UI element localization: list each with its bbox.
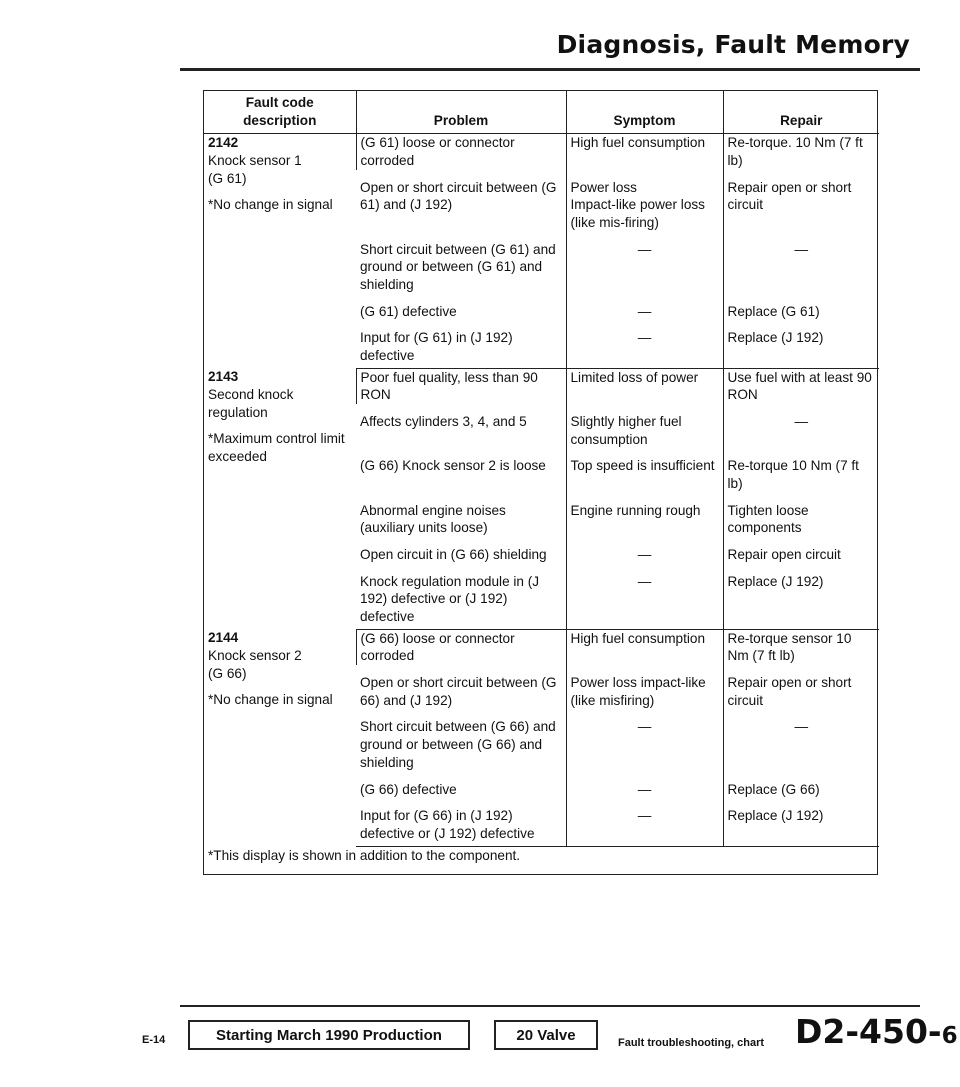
repair-cell [723,709,879,771]
repair-text: Repair open circuit [727,547,841,563]
problem-cell [356,232,566,294]
problem-cell [356,537,566,564]
symptom-cell [566,448,723,492]
column-header: Problem [356,91,566,134]
fault-description-line: regulation [208,404,268,420]
valve-label-box [494,1020,598,1050]
symptom-text: — [637,573,652,589]
symptom-cell [566,134,723,170]
repair-cell [723,564,879,630]
problem-text: (G 66) defective [360,781,457,797]
page-number [795,1012,958,1051]
repair-text: Repair open or short circuit [727,675,852,708]
problem-cell [356,665,566,709]
symptom-text: Power loss Impact-like power loss (like mis-firing) [570,179,705,231]
problem-text: Poor fuel quality, less than 90 RON [360,369,538,403]
footer-rule [180,1005,920,1007]
problem-text: (G 61) loose or connector corroded [360,135,515,169]
repair-cell [723,665,879,709]
repair-cell [723,368,879,404]
symptom-cell [566,404,723,448]
repair-cell [723,134,879,170]
fault-code-cell [204,368,356,629]
problem-cell [356,798,566,846]
page-id: E-14 [142,1034,166,1046]
symptom-text: Slightly higher fuel consumption [570,414,682,447]
repair-text: — [794,414,809,430]
problem-cell [356,629,566,665]
problem-cell [356,368,566,404]
fault-note: *No change in signal [208,692,333,708]
symptom-cell [566,493,723,537]
symptom-cell [566,564,723,630]
problem-text: (G 61) defective [360,303,457,319]
symptom-cell [566,772,723,799]
repair-cell [723,320,879,368]
fault-code: 2143 [208,369,239,385]
fault-code: 2142 [208,135,239,151]
table-row [204,368,879,404]
repair-cell [723,404,879,448]
column-header: Symptom [566,91,723,134]
problem-text: Input for (G 66) in (J 192) defective or (J 192) defective [360,808,535,841]
repair-text: Repair open or short circuit [727,179,852,213]
symptom-cell [566,232,723,294]
problem-text: (G 66) loose or connector corroded [360,630,515,664]
problem-text: (G 66) Knock sensor 2 is loose [360,458,546,474]
problem-text: Short circuit between (G 61) and ground or between (G 61) and shielding [360,241,556,293]
repair-text: — [794,719,809,735]
repair-text: Re-torque sensor 10 Nm (7 ft lb) [727,630,852,664]
symptom-cell [566,629,723,665]
symptom-text: Engine running rough [570,502,701,518]
page-number-main: D2-450- [795,1012,942,1051]
column-header: Repair [723,91,879,134]
problem-text: Short circuit between (G 66) and ground or between (G 66) and shielding [360,719,556,770]
fault-table [204,91,879,864]
table-header-row [204,91,879,134]
repair-cell [723,232,879,294]
repair-text: — [794,241,809,257]
problem-cell [356,134,566,170]
repair-text: Replace (G 66) [727,781,820,797]
problem-text: Open or short circuit between (G 61) and (J 192) [360,179,557,213]
valve-label: 20 Valve [516,1026,576,1044]
symptom-text: High fuel consumption [570,630,706,646]
repair-cell [723,772,879,799]
production-label: Starting March 1990 Production [216,1026,442,1044]
symptom-text: — [637,719,652,735]
column-header: Fault code description [204,91,356,134]
symptom-text: High fuel consumption [570,135,706,151]
repair-text: Use fuel with at least 90 RON [727,369,872,403]
symptom-cell [566,709,723,771]
symptom-text: — [637,241,652,257]
symptom-text: Limited loss of power [570,369,699,385]
production-label-box [188,1020,470,1050]
repair-text: Replace (J 192) [727,330,824,346]
problem-cell [356,170,566,232]
symptom-cell [566,665,723,709]
table-row [204,629,879,665]
fault-description-line: Knock sensor 2 [208,647,302,663]
problem-cell [356,448,566,492]
page-title: Diagnosis, Fault Memory [556,30,910,59]
repair-cell [723,448,879,492]
repair-cell [723,294,879,321]
symptom-cell [566,368,723,404]
symptom-text: Power loss impact-like (like misfiring) [570,675,706,708]
symptom-cell [566,170,723,232]
repair-cell [723,629,879,665]
table-row [204,134,879,170]
fault-note: *No change in signal [208,197,333,213]
footer-caption: Fault troubleshooting, chart [618,1037,765,1049]
problem-text: Open or short circuit between (G 66) and (J 192) [360,675,557,708]
fault-description-line: Knock sensor 1 [208,153,302,169]
table-body [204,134,879,846]
symptom-cell [566,798,723,846]
table-footnote: *This display is shown in addition to the component. [208,847,521,863]
repair-cell [723,537,879,564]
fault-note: *Maximum control limit exceeded [208,431,345,464]
fault-description-line: (G 66) [208,665,247,681]
footnote-row [204,846,879,864]
repair-text: Re-torque 10 Nm (7 ft lb) [727,458,859,492]
problem-cell [356,404,566,448]
fault-description-line: (G 61) [208,170,247,186]
repair-text: Replace (J 192) [727,573,824,589]
problem-cell [356,772,566,799]
symptom-text: — [637,547,652,563]
symptom-cell [566,537,723,564]
symptom-text: — [637,808,652,824]
repair-cell [723,170,879,232]
repair-text: Tighten loose components [727,502,809,536]
repair-cell [723,798,879,846]
fault-description-line: Second knock [208,386,294,402]
problem-cell [356,709,566,771]
problem-cell [356,564,566,630]
fault-code-cell [204,134,356,368]
problem-cell [356,320,566,368]
symptom-text: — [637,781,652,797]
problem-text: Open circuit in (G 66) shielding [360,547,547,563]
problem-cell [356,294,566,321]
fault-code-cell [204,629,356,846]
problem-text: Input for (G 61) in (J 192) defective [360,330,513,364]
symptom-cell [566,294,723,321]
symptom-text: — [637,330,652,346]
repair-text: Re-torque. 10 Nm (7 ft lb) [727,135,863,169]
symptom-cell [566,320,723,368]
problem-text: Abnormal engine noises (auxiliary units loose) [360,502,506,536]
page-number-suffix: 6 [941,1023,958,1049]
repair-text: Replace (G 61) [727,303,820,319]
symptom-text: — [637,303,652,319]
problem-text: Knock regulation module in (J 192) defective or (J 192) defective [360,573,540,625]
fault-table-frame [203,90,878,875]
header-rule [180,68,920,71]
problem-cell [356,493,566,537]
problem-text: Affects cylinders 3, 4, and 5 [360,414,527,430]
fault-code: 2144 [208,630,239,646]
repair-cell [723,493,879,537]
repair-text: Replace (J 192) [727,808,824,824]
symptom-text: Top speed is insufficient [570,458,715,474]
